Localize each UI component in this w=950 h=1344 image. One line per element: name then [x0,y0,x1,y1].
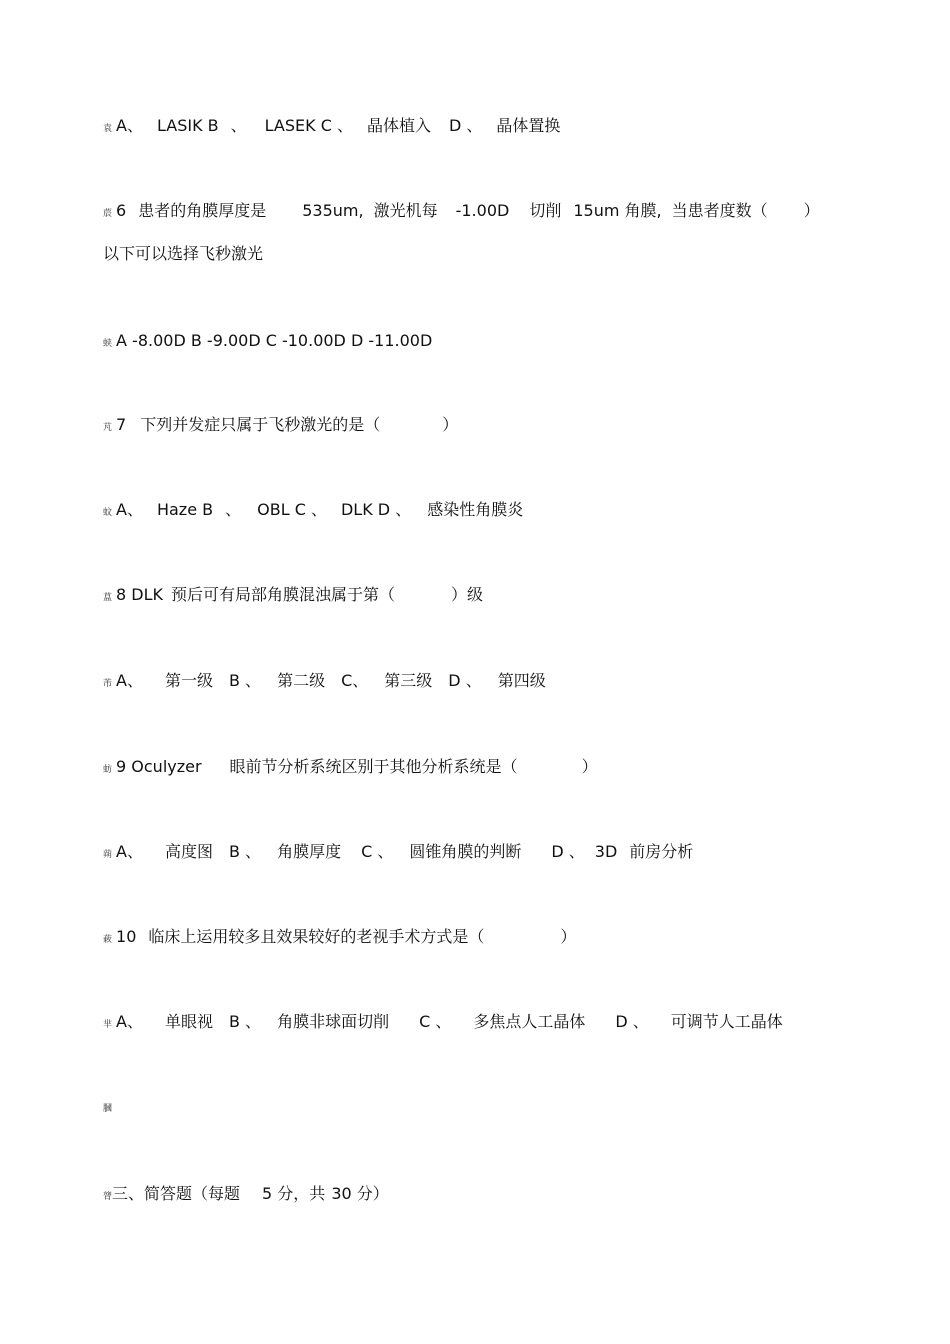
question-text: 眼前节分析系统区别于其他分析系统是（ [229,757,518,776]
line-marker: 蒴 [103,850,113,860]
question-7 [103,415,458,438]
option-d-label: D 、 [449,116,483,135]
option-text: A -8.00D B -9.00D C -10.00D D -11.00D [116,331,433,350]
option-text: Haze B [156,500,214,519]
option-b-label: B 、 [228,671,262,690]
option-d-label: D 、 [615,1012,649,1031]
question-number: 9 Oculyzer [116,757,202,776]
option-text: 晶体植入 [366,116,431,135]
line-marker: 膕 [103,1104,113,1114]
option-text: 第四级 [497,671,546,690]
question-number: 6 [116,201,127,220]
question-6-continuation [103,244,263,264]
question-text: 当患者度数（ [671,201,768,220]
option-c-label: C 、 [361,842,394,861]
option-b-label: B 、 [228,1012,262,1031]
answer-blank-close: ） [442,415,459,434]
question-10 [103,927,576,950]
option-line-q6 [103,331,432,354]
option-text: 3D [594,842,618,861]
option-c-label: C 、 [419,1012,452,1031]
option-d-label: D 、 [448,671,482,690]
question-text: -1.00D [455,201,510,220]
line-marker: 蒀 [103,593,113,603]
line-marker: 芈 [103,1020,113,1030]
option-line-q9 [103,842,693,865]
option-text: LASEK C 、 [264,116,353,135]
question-text: 切削 [529,201,562,220]
option-line-q7 [103,500,523,523]
section-title: 三、简答题（每题 [112,1184,241,1203]
option-a-label: A、 [116,671,143,690]
option-a-label: A、 [116,842,143,861]
option-separator: 、 [230,116,247,135]
option-a-label: A、 [116,116,143,135]
line-marker: 蛱 [103,339,113,349]
option-text: 晶体置换 [496,116,561,135]
line-marker: 蚊 [103,508,113,518]
line-marker: 莀 [103,209,113,219]
question-text: 15um 角膜, [573,201,662,220]
empty-line [103,1096,116,1119]
option-text: 前房分析 [629,842,694,861]
line-marker: 袁 [103,124,113,134]
option-text: OBL C 、 [257,500,327,519]
section-score: 5 分，共 [262,1184,326,1203]
question-text: 下列并发症只属于飞秒激光的是（ [140,415,381,434]
question-text: 以下可以选择飞秒激光 [103,244,264,263]
option-text: 单眼视 [164,1012,213,1031]
option-text: 多焦点人工晶体 [473,1012,586,1031]
option-d-label: D 、 [551,842,585,861]
question-text: 临床上运用较多且效果较好的老视手术方式是（ [148,927,485,946]
option-text: 角膜非球面切削 [277,1012,390,1031]
option-text: 感染性角膜炎 [427,500,524,519]
option-b-label: B 、 [228,842,262,861]
option-text: 第二级 [277,671,326,690]
option-a-label: A、 [116,500,143,519]
option-text: 可调节人工晶体 [670,1012,783,1031]
answer-blank-close: ） [581,757,598,776]
line-marker: 芃 [103,423,113,433]
section-heading-short-answer [103,1184,389,1207]
option-text: DLK D 、 [340,500,412,519]
section-score: 30 分） [331,1184,389,1203]
line-marker: 蓛 [103,935,113,945]
option-text: 高度图 [164,842,213,861]
line-marker: 芾 [103,679,113,689]
option-text: 第一级 [164,671,213,690]
line-marker: 蚄 [103,765,113,775]
question-9 [103,757,598,780]
question-text: ）级 [451,585,484,604]
option-separator: 、 [225,500,242,519]
question-number: 8 DLK [116,585,164,604]
question-text: 535um, [302,201,364,220]
option-line-q10 [103,1012,783,1035]
option-text: 第三级 [384,671,433,690]
question-text: 预后可有局部角膜混浊属于第（ [171,585,396,604]
question-8 [103,585,483,608]
question-text: 患者的角膜厚度是 [138,201,267,220]
question-6 [103,201,843,224]
option-a-label: A、 [116,1012,143,1031]
question-number: 7 [116,415,127,434]
option-line-q8 [103,671,546,694]
option-line-q5 [103,116,560,139]
option-text: 圆锥角膜的判断 [409,842,522,861]
option-c-label: C、 [341,671,369,690]
option-text: LASIK B [156,116,219,135]
question-text: 激光机每 [373,201,438,220]
answer-blank-close: ） [803,201,820,220]
line-marker: 膂 [103,1192,113,1202]
question-number: 10 [116,927,137,946]
option-text: 角膜厚度 [277,842,342,861]
answer-blank-close: ） [560,927,577,946]
